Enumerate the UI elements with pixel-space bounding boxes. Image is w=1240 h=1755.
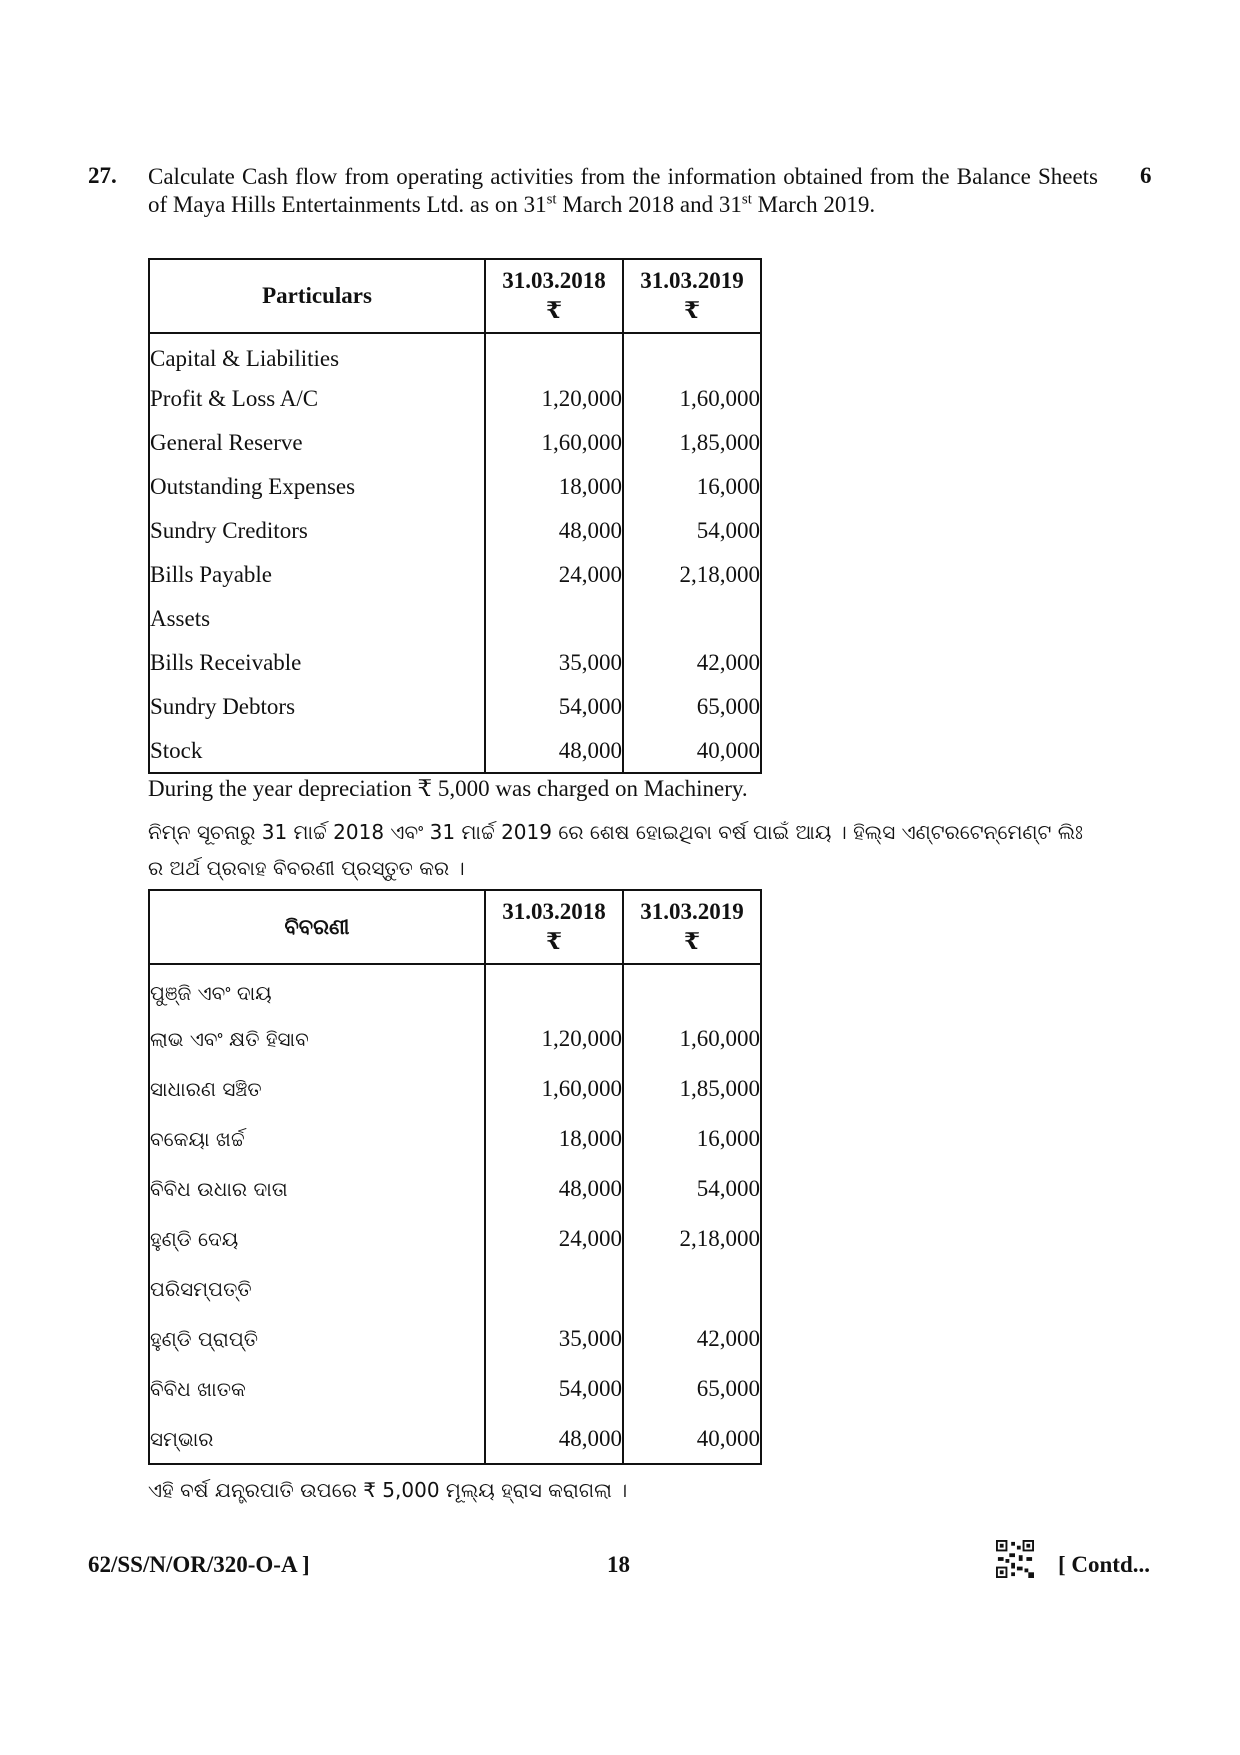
row-label: ପରିସମ୍ପତ୍ତି (149, 1264, 485, 1314)
value-2018: 18,000 (485, 1114, 623, 1164)
header-year-2019-label: 31.03.2019 (640, 899, 744, 924)
value-2019: 65,000 (623, 685, 761, 729)
header-year-2018 (485, 259, 623, 333)
value-2018: 35,000 (485, 1314, 623, 1364)
header-year-2018-label: 31.03.2018 (502, 899, 606, 924)
question-marks: 6 (1140, 163, 1152, 188)
value-2019: 1,60,000 (623, 1014, 761, 1064)
value-2019: 1,60,000 (623, 377, 761, 421)
row-label: Stock (149, 729, 485, 773)
value-2018 (485, 1264, 623, 1314)
header-year-2019-label: 31.03.2019 (640, 268, 744, 293)
value-2018: 24,000 (485, 1214, 623, 1264)
value-2018: 54,000 (485, 685, 623, 729)
question-text (148, 163, 1098, 219)
table-row (149, 465, 761, 509)
row-label: ବିବିଧ ଉଧାର ଦାତା (149, 1164, 485, 1214)
value-2018: 48,000 (485, 729, 623, 773)
header-particulars-odia: ବିବରଣୀ (149, 890, 485, 964)
table-row (149, 729, 761, 773)
row-label: Profit & Loss A/C (149, 377, 485, 421)
question-text-odia: ନିମ୍ନ ସୂଚନାରୁ 31 ମାର୍ଚ୍ଚ 2018 ଏବଂ 31 ମାର୍ଚ୍ଚ 2019 ରେ ଶେଷ ହୋଇଥିବା ବର୍ଷ ପାଇଁ ଆୟ । ହିଲ୍ସ ଏଣ୍ଟରଟେନ୍‌ମେଣ୍ଟ ଲିଃ ର ଅର୍ଥ ପ୍ରବାହ ବିବରଣୀ ପ୍ରସ୍ତୁତ କର । (148, 820, 1083, 880)
balance-sheet-table-english (148, 258, 762, 774)
table-row (149, 1264, 761, 1314)
rupee-symbol: ₹ (683, 929, 700, 954)
value-2019: 54,000 (623, 1164, 761, 1214)
paper-code: 62/SS/N/OR/320-O-A ] (88, 1552, 310, 1577)
table-row (149, 1364, 761, 1414)
row-label: Sundry Debtors (149, 685, 485, 729)
value-2018: 24,000 (485, 553, 623, 597)
value-2018: 1,20,000 (485, 377, 623, 421)
value-2019: 1,85,000 (623, 421, 761, 465)
value-2019 (623, 1264, 761, 1314)
table-row (149, 1214, 761, 1264)
table-row (149, 509, 761, 553)
question-text-part2: March 2018 and 31 (556, 192, 742, 217)
table-row (149, 1064, 761, 1114)
value-2018 (485, 333, 623, 377)
row-label: General Reserve (149, 421, 485, 465)
table-row (149, 597, 761, 641)
table-row (149, 377, 761, 421)
table-row (149, 1114, 761, 1164)
row-label: Outstanding Expenses (149, 465, 485, 509)
question-text-part1: Calculate Cash flow from operating activities from the information obtained from the Balance Sheets of Maya Hills Entertainments Ltd. as on 31 (148, 164, 1098, 217)
value-2018: 48,000 (485, 1164, 623, 1214)
value-2019: 42,000 (623, 1314, 761, 1364)
value-2019: 16,000 (623, 465, 761, 509)
header-year-2018-label: 31.03.2018 (502, 268, 606, 293)
rupee-symbol: ₹ (545, 929, 562, 954)
value-2018 (485, 597, 623, 641)
value-2019: 65,000 (623, 1364, 761, 1414)
row-label: ସାଧାରଣ ସଞ୍ଚିତ (149, 1064, 485, 1114)
value-2018: 18,000 (485, 465, 623, 509)
table-row (149, 1164, 761, 1214)
row-label: ବକେୟା ଖର୍ଚ୍ଚ (149, 1114, 485, 1164)
table-row (149, 964, 761, 1014)
value-2019 (623, 964, 761, 1014)
header-year-2019 (623, 890, 761, 964)
table-header-row (149, 259, 761, 333)
value-2018: 48,000 (485, 1414, 623, 1464)
question-text-part3: March 2019. (751, 192, 876, 217)
qr-code-icon (996, 1540, 1034, 1578)
value-2019 (623, 597, 761, 641)
balance-sheet-table-odia (148, 889, 762, 1465)
value-2019: 54,000 (623, 509, 761, 553)
depreciation-note-english: During the year depreciation ₹ 5,000 was charged on Machinery. (148, 776, 748, 801)
value-2019: 40,000 (623, 1414, 761, 1464)
value-2019: 40,000 (623, 729, 761, 773)
row-label: ବିବିଧ ଖାତକ (149, 1364, 485, 1414)
question-number: 27. (88, 163, 117, 188)
table-row (149, 421, 761, 465)
row-label: Sundry Creditors (149, 509, 485, 553)
question-sup1: st (546, 191, 557, 208)
value-2019: 1,85,000 (623, 1064, 761, 1114)
table-row (149, 1414, 761, 1464)
value-2019: 2,18,000 (623, 553, 761, 597)
table-row (149, 641, 761, 685)
value-2018: 48,000 (485, 509, 623, 553)
page-number: 18 (607, 1552, 630, 1577)
value-2018: 1,20,000 (485, 1014, 623, 1064)
header-year-2019 (623, 259, 761, 333)
table-header-row (149, 890, 761, 964)
row-label: ସମ୍ଭାର (149, 1414, 485, 1464)
row-label: ଲାଭ ଏବଂ କ୍ଷତି ହିସାବ (149, 1014, 485, 1064)
depreciation-note-odia: ଏହି ବର୍ଷ ଯନ୍ତ୍ରପାତି ଉପରେ ₹ 5,000 ମୂଲ୍ୟ ହ୍ରାସ କରାଗଲା । (148, 1478, 628, 1502)
value-2018: 35,000 (485, 641, 623, 685)
value-2019: 2,18,000 (623, 1214, 761, 1264)
row-label: Bills Receivable (149, 641, 485, 685)
rupee-symbol: ₹ (683, 298, 700, 323)
value-2019: 16,000 (623, 1114, 761, 1164)
table-row (149, 333, 761, 377)
value-2018 (485, 964, 623, 1014)
row-label: ପୁଞ୍ଜି ଏବଂ ଦାୟ (149, 964, 485, 1014)
header-particulars: Particulars (149, 259, 485, 333)
rupee-symbol: ₹ (545, 298, 562, 323)
value-2019: 42,000 (623, 641, 761, 685)
table-row (149, 1014, 761, 1064)
value-2018: 1,60,000 (485, 1064, 623, 1114)
row-label: Assets (149, 597, 485, 641)
value-2019 (623, 333, 761, 377)
row-label: ହୁଣ୍ଡି ଦେୟ (149, 1214, 485, 1264)
row-label: Bills Payable (149, 553, 485, 597)
table-row (149, 1314, 761, 1364)
table-row (149, 553, 761, 597)
header-year-2018 (485, 890, 623, 964)
table-row (149, 685, 761, 729)
row-label: ହୁଣ୍ଡି ପ୍ରାପ୍ତି (149, 1314, 485, 1364)
continued-label: [ Contd... (1058, 1552, 1151, 1577)
question-sup2: st (741, 191, 752, 208)
value-2018: 54,000 (485, 1364, 623, 1414)
value-2018: 1,60,000 (485, 421, 623, 465)
row-label: Capital & Liabilities (149, 333, 485, 377)
